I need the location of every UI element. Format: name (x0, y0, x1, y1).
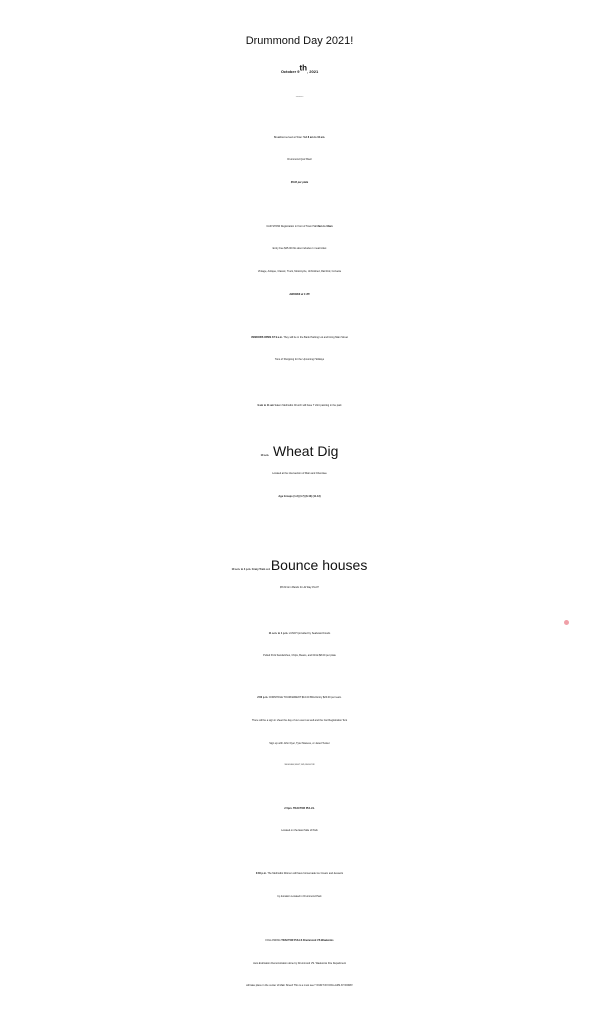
car-show-text: CAR SHOW Registration in front of Town Hall (266, 225, 318, 228)
breakfast-line-2: Drummond Quiz Bowl (287, 158, 312, 161)
car-show-line-1 (0, 219, 599, 235)
ice-cream-line-1 (0, 866, 599, 882)
car-show-line-3: Vintage, Antique, Classic, Truck, Motorcycle, Unfinished, Rat Rod, Corvette (257, 270, 342, 273)
tshirt-line (0, 398, 599, 414)
ice-cream-text: The Methodist Women will have homemade Ice Cream and desserts (266, 872, 344, 875)
tagline (0, 89, 599, 105)
car-show-time: 8am to 10am (317, 225, 333, 228)
vendors-time: VENDORS OPEN AT 9 a.m. (251, 336, 283, 339)
following-tractor-pulls: TRACTOR PULLS Drummond VS Waukomis (281, 939, 334, 942)
event-date-suffix: th (299, 63, 308, 73)
cornhole-time: 2:00 p.m. (257, 696, 269, 699)
car-show-awards: AWARDS at 1:45! (289, 293, 310, 296)
following-text: FOLLOWING (265, 939, 282, 942)
cornhole-line-2: There will be a sign in sheet the day of our event as well and the Car Registration Tent (251, 719, 348, 722)
ice-cream-time: 3:30 p.m. (255, 872, 267, 875)
lunch-time: 11 a.m. to 1 p.m. (268, 632, 289, 635)
lunch-text: LUNCH provided by Seaboard Foods (288, 632, 331, 635)
cornhole-phones: 580-541-8406, 580-977, 9145, 580-541-7158 (284, 765, 315, 766)
wheat-dig-text: Wheat Dig (269, 443, 339, 459)
tshirt-time: 9 am to 11 am (257, 404, 274, 407)
bounce-houses-text: Bounce houses (270, 557, 368, 573)
crazy-train-armbands: $5.00 Arm Bands for All Day PLAY! (280, 586, 319, 589)
cornhole-line-3: Sign up with John Dyer, Tyler Maness, or Jared Tucker (269, 742, 330, 745)
wheat-dig-age-groups: Age Groups (1-3) (4-7) (8-10) (11-13) (278, 495, 321, 498)
page-title: Drummond Day 2021! (245, 35, 354, 47)
wheat-dig-line-2: Located at the intersection of Main and Cherokee (272, 472, 327, 475)
crazy-train-line-1 (0, 557, 599, 578)
breakfast-time: 8 am to 10 am. (307, 136, 325, 139)
following-line-2: Auto Extrication Demonstration done by Drummond VS. Waukomis Fire Department (253, 962, 346, 965)
wheat-dig-line-1 (0, 443, 599, 464)
cornhole-line-1 (0, 690, 599, 706)
tractor-pulls-line-2: Located on the East Side of Park (281, 829, 318, 832)
event-date-year: , 2021 (307, 69, 319, 74)
breakfast-price: $5.00 per plate (290, 181, 309, 184)
event-date (0, 64, 599, 80)
vendors-line-1 (0, 330, 599, 346)
lunch-line-1 (0, 626, 599, 642)
following-line-1 (0, 933, 599, 949)
vendors-text: They will be in the Bank Parking Lot and lining Main Street (282, 336, 348, 339)
following-line-3: will take place in the center of Main Street! This is a must see! YOUR TAX DOLLARS AT WORK! (246, 984, 353, 987)
event-date-text: October 9 (280, 69, 300, 74)
crazy-train-and: and (265, 568, 271, 571)
car-show-line-2: Entry Fee $25.00 this also includes 1 meal ticket (272, 247, 327, 250)
wheat-dig-time: 10 a.m. (260, 454, 270, 457)
breakfast-text: Breakfast served at Town Hall (274, 136, 308, 139)
lunch-line-2: Pulled Pork Sandwiches, Chips, Beans, and Drink $8.00 per plate (263, 654, 336, 657)
vendors-line-2: Tons of Shopping for the Upcoming Holidays (274, 358, 325, 361)
pink-dot-mark (564, 620, 569, 625)
tractor-pulls-line-1: 2-5pm. TRACTOR PULLS. (284, 807, 315, 810)
crazy-train-time: 10 a.m. to 4 p.m. Crazy Train (231, 568, 266, 571)
breakfast-line-1 (0, 130, 599, 146)
ice-cream-line-2: by donation Located in Drummond Park (277, 895, 322, 898)
cornhole-text: CORNHOLE TOURNAMENT $10.00 Blind Entry $20.00 per team. (268, 696, 342, 699)
tshirt-text: Salem Methodist Church will have T shirt painting in the park (273, 404, 342, 407)
